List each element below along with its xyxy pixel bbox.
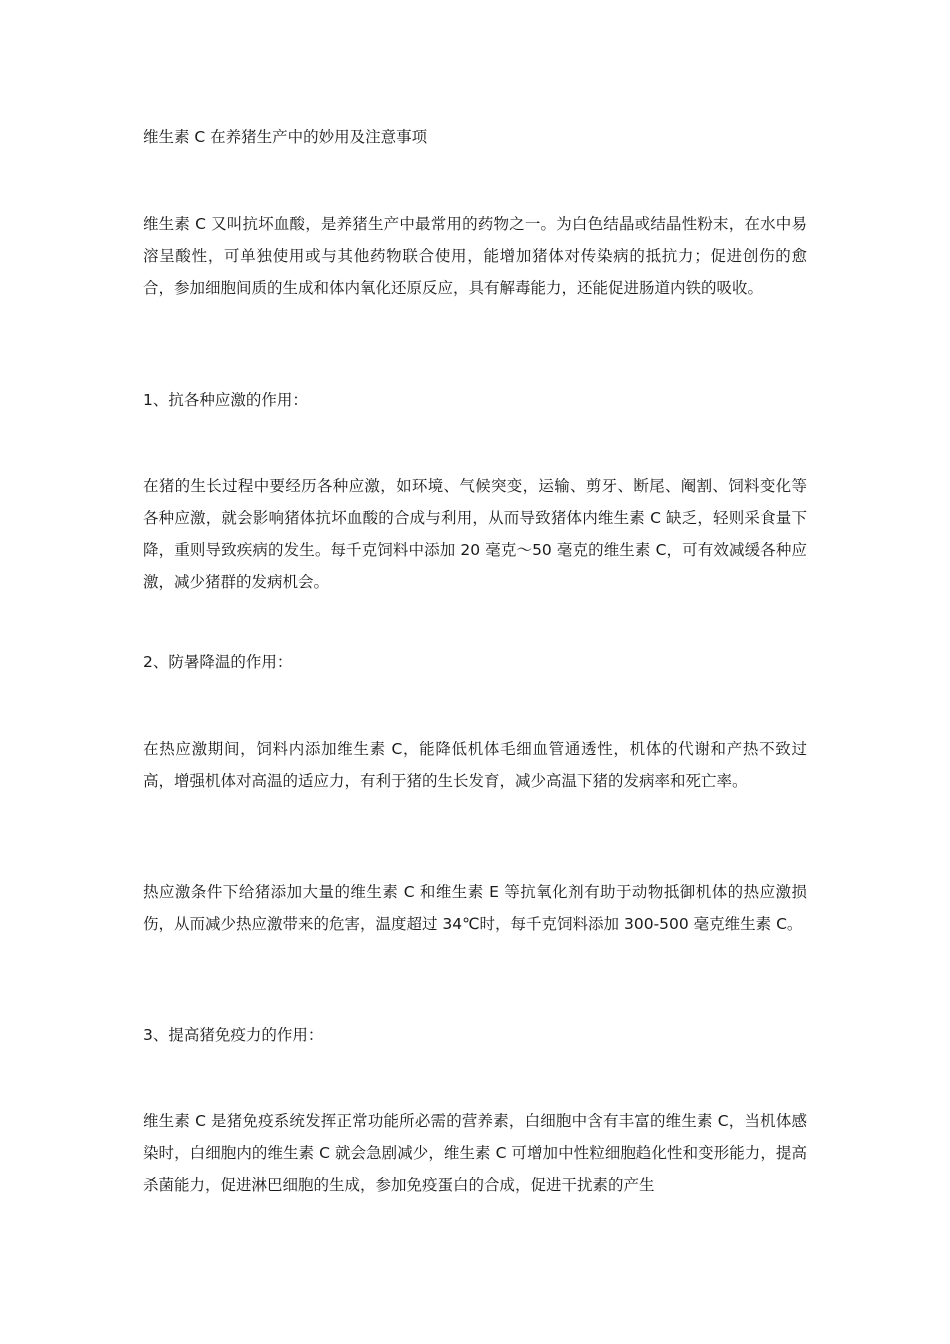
section-paragraph-anti-stress: 在猪的生长过程中要经历各种应激，如环境、气候突变，运输、剪牙、断尾、阉割、饲料变化等各种应激，就会影响猪体抗坏血酸的合成与利用，从而导致猪体内维生素 C 缺乏，轻则采食量下降，重则导致疾病的发生。每千克饲料中添加 20 毫克～50 毫克的维生素 C，可有效减缓各种应激，减少猪群的发病机会。	[143, 477, 807, 591]
intro-paragraph: 维生素 C 又叫抗坏血酸，是养猪生产中最常用的药物之一。为白色结晶或结晶性粉末，在水中易溶呈酸性，可单独使用或与其他药物联合使用，能增加猪体对传染病的抵抗力；促进创伤的愈合，参加细胞间质的生成和体内氧化还原反应，具有解毒能力，还能促进肠道内铁的吸收。	[143, 215, 807, 297]
document-title: 维生素 C 在养猪生产中的妙用及注意事项	[143, 128, 428, 146]
section-heading-anti-stress: 1、抗各种应激的作用：	[143, 391, 308, 409]
section-heading-immunity: 3、提高猪免疫力的作用：	[143, 1026, 324, 1044]
section-paragraph-heat-prevention-1: 在热应激期间，饲料内添加维生素 C，能降低机体毛细血管通透性，机体的代谢和产热不致过高，增强机体对高温的适应力，有利于猪的生长发育，减少高温下猪的发病率和死亡率。	[143, 740, 807, 790]
section-paragraph-heat-prevention-2: 热应激条件下给猪添加大量的维生素 C 和维生素 E 等抗氧化剂有助于动物抵御机体的热应激损伤，从而减少热应激带来的危害，温度超过 34℃时，每千克饲料添加 300-500 毫克维生素 C。	[143, 883, 807, 933]
section-paragraph-immunity: 维生素 C 是猪免疫系统发挥正常功能所必需的营养素，白细胞中含有丰富的维生素 C，当机体感染时，白细胞内的维生素 C 就会急剧减少，维生素 C 可增加中性粒细胞趋化性和变形能力，提高杀菌能力，促进淋巴细胞的生成，参加免疫蛋白的合成，促进干扰素的产生	[143, 1112, 807, 1194]
section-heading-heat-prevention: 2、防暑降温的作用：	[143, 653, 293, 671]
